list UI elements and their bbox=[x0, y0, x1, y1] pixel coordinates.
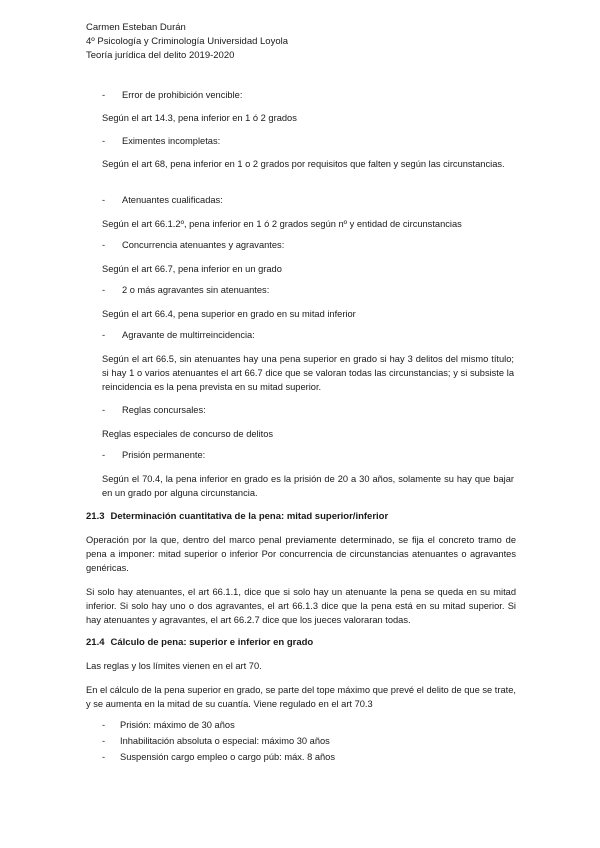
section-heading-21-3: 21.3 Determinación cuantitativa de la pena: mitad superior/inferior bbox=[86, 511, 389, 522]
bullet-item-title: - Prisión permanente: bbox=[102, 450, 206, 460]
bullet-dash: - bbox=[102, 330, 106, 340]
bullet-dash: - bbox=[102, 405, 106, 415]
bullet-item-title: - Error de prohibición vencible: bbox=[102, 90, 243, 100]
bullet-dash: - bbox=[102, 720, 106, 730]
bullet-item-title: - Concurrencia atenuantes y agravantes: bbox=[102, 240, 285, 250]
bullet-item-text: Según el art 66.4, pena superior en grado en su mitad inferior bbox=[102, 309, 356, 319]
section-21-3-paragraph-1: Operación por la que, dentro del marco penal previamente determinado, se fija el concreto tramo de pena a imponer: mitad superior o inferior Por concurrencia de circunstancias atenuantes o agravantes genéricas. bbox=[86, 535, 516, 573]
bullet-item-title: - 2 o más agravantes sin atenuantes: bbox=[102, 285, 270, 295]
section-21-4-paragraph-1: Las reglas y los límites vienen en el art 70. bbox=[86, 661, 262, 671]
bullet-dash: - bbox=[102, 195, 106, 205]
bullet-dash: - bbox=[102, 450, 106, 460]
bullet-dash: - bbox=[102, 136, 106, 146]
subject-name: Teoría jurídica del delito 2019-2020 bbox=[86, 50, 235, 61]
bullet-dash: - bbox=[102, 240, 106, 250]
bullet-item-text: Según el 70.4, la pena inferior en grado es la prisión de 20 a 30 años, solamente su hay que bajar en un grado por alguna circunstancia. bbox=[102, 474, 514, 498]
bullet-item-text: Según el art 68, pena inferior en 1 o 2 grados por requisitos que falten y según las circunstancias. bbox=[102, 159, 505, 169]
list-item: - Inhabilitación absoluta o especial: máximo 30 años bbox=[102, 736, 330, 746]
bullet-item-title: - Eximentes incompletas: bbox=[102, 136, 221, 146]
bullet-item-text: Según el art 14.3, pena inferior en 1 ó 2 grados bbox=[102, 113, 297, 123]
bullet-dash: - bbox=[102, 90, 106, 100]
bullet-dash: - bbox=[102, 752, 106, 762]
section-21-3-paragraph-2: Si solo hay atenuantes, el art 66.1.1, dice que si solo hay un atenuante la pena se queda en su mitad inferior. Si solo hay uno o dos agravantes, el art 66.1.3 dice que la pena está en su mitad superior. Si hay atenuantes y agravantes, el art 66.2.7 dice que los jueces valoraran todas. bbox=[86, 587, 516, 625]
bullet-item-text: Reglas especiales de concurso de delitos bbox=[102, 429, 274, 439]
section-heading-21-4: 21.4 Cálculo de pena: superior e inferior en grado bbox=[86, 637, 314, 648]
author-name: Carmen Esteban Durán bbox=[86, 22, 186, 33]
list-item: - Prisión: máximo de 30 años bbox=[102, 720, 235, 730]
course-name: 4º Psicología y Criminología Universidad Loyola bbox=[86, 36, 289, 47]
bullet-dash: - bbox=[102, 736, 106, 746]
bullet-item-text: Según el art 66.5, sin atenuantes hay una pena superior en grado si hay 3 delitos del mismo título; si hay 1 o varios atenuantes el art 66.7 dice que se valoran todas las circunstancias; y si subsiste la reincidencia es la pena prevista en su mitad superior. bbox=[102, 354, 514, 392]
section-21-4-paragraph-2: En el cálculo de la pena superior en grado, se parte del tope máximo que prevé el delito de que se trate, y se aumenta en la mitad de su cuantía. Viene regulado en el art 70.3 bbox=[86, 685, 516, 709]
bullet-item-text: Según el art 66.1.2º, pena inferior en 1 ó 2 grados según nº y entidad de circunstancias bbox=[102, 219, 462, 229]
bullet-item-title: - Atenuantes cualificadas: bbox=[102, 195, 223, 205]
bullet-item-title: - Reglas concursales: bbox=[102, 405, 206, 415]
list-item: - Suspensión cargo empleo o cargo púb: máx. 8 años bbox=[102, 752, 335, 762]
bullet-item-title: - Agravante de multirreincidencia: bbox=[102, 330, 255, 340]
bullet-item-text: Según el art 66.7, pena inferior en un grado bbox=[102, 264, 282, 274]
bullet-dash: - bbox=[102, 285, 106, 295]
